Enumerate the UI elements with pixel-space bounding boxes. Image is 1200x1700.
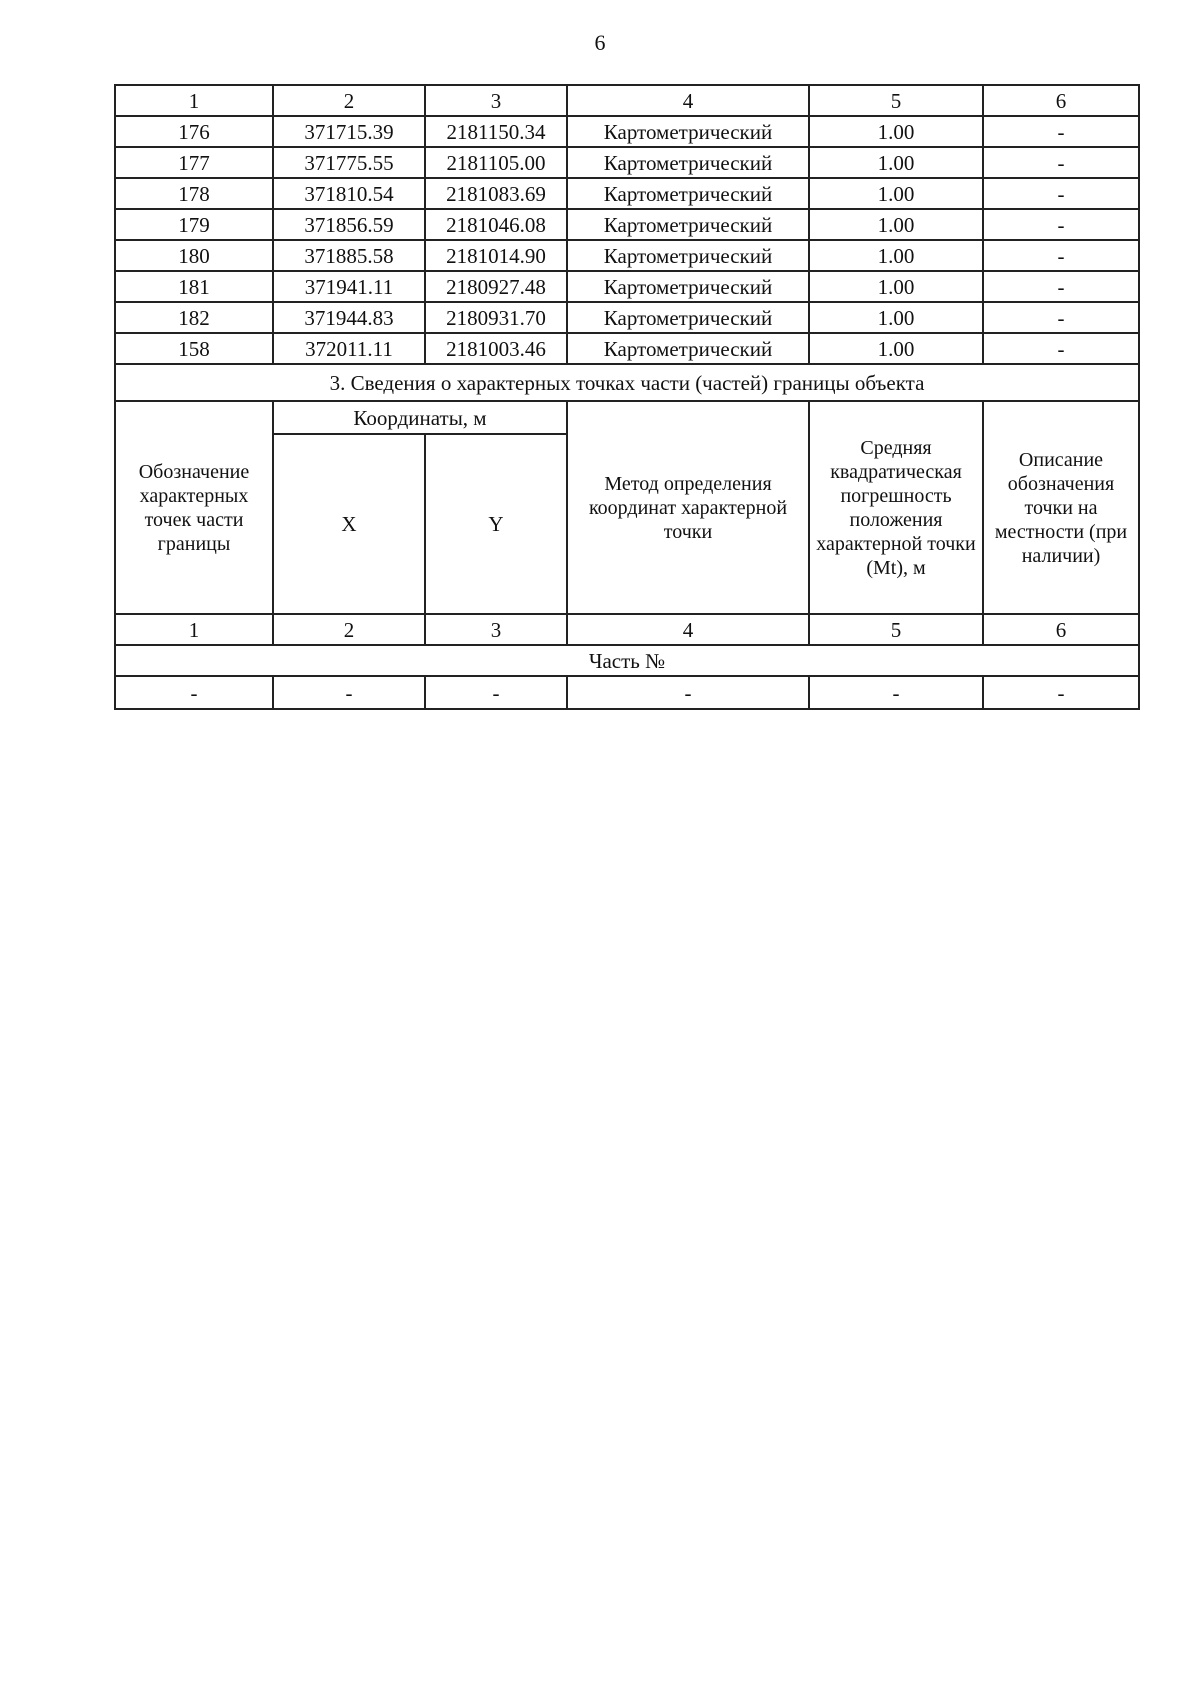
- description: -: [983, 116, 1139, 147]
- mean-error: 1.00: [809, 302, 983, 333]
- column-number: 5: [809, 614, 983, 645]
- section-title: 3. Сведения о характерных точках части (частей) границы объекта: [115, 364, 1139, 401]
- column-number-row: [115, 614, 1139, 645]
- method: Картометрический: [567, 116, 809, 147]
- coord-y: 2181150.34: [425, 116, 567, 147]
- table-row: [115, 240, 1139, 271]
- point-number: 178: [115, 178, 273, 209]
- header-coordinates: Координаты, м: [273, 401, 567, 434]
- point-number: 158: [115, 333, 273, 364]
- column-number: 5: [809, 85, 983, 116]
- table-row: [115, 333, 1139, 364]
- column-number: 2: [273, 85, 425, 116]
- method: Картометрический: [567, 209, 809, 240]
- mean-error: 1.00: [809, 333, 983, 364]
- method: Картометрический: [567, 147, 809, 178]
- column-number: 4: [567, 614, 809, 645]
- mean-error: 1.00: [809, 178, 983, 209]
- method: Картометрический: [567, 178, 809, 209]
- mean-error: 1.00: [809, 116, 983, 147]
- method: Картометрический: [567, 240, 809, 271]
- description: -: [983, 209, 1139, 240]
- column-number: 3: [425, 85, 567, 116]
- coord-y: 2181105.00: [425, 147, 567, 178]
- header-y: Y: [425, 434, 567, 614]
- coord-x: 372011.11: [273, 333, 425, 364]
- description: -: [983, 333, 1139, 364]
- description: -: [983, 271, 1139, 302]
- column-number: 1: [115, 614, 273, 645]
- coord-y: 2181046.08: [425, 209, 567, 240]
- table-row: [115, 676, 1139, 709]
- table-row: [115, 116, 1139, 147]
- mean-error: 1.00: [809, 271, 983, 302]
- header-description: Описание обозначения точки на местности (при наличии): [983, 401, 1139, 614]
- coord-y: 2180927.48: [425, 271, 567, 302]
- point-number: 180: [115, 240, 273, 271]
- empty-cell: -: [983, 676, 1139, 709]
- table-row: [115, 147, 1139, 178]
- coord-x: 371856.59: [273, 209, 425, 240]
- empty-cell: -: [809, 676, 983, 709]
- column-number: 3: [425, 614, 567, 645]
- table-row: [115, 302, 1139, 333]
- empty-cell: -: [115, 676, 273, 709]
- coord-x: 371715.39: [273, 116, 425, 147]
- empty-cell: -: [425, 676, 567, 709]
- page-number: 6: [594, 30, 606, 55]
- column-number: 6: [983, 614, 1139, 645]
- point-number: 181: [115, 271, 273, 302]
- empty-cell: -: [273, 676, 425, 709]
- table-row: [115, 178, 1139, 209]
- point-number: 176: [115, 116, 273, 147]
- header-point-designation: Обозначение характерных точек части границы: [115, 401, 273, 614]
- coord-y: 2181083.69: [425, 178, 567, 209]
- description: -: [983, 240, 1139, 271]
- point-number: 177: [115, 147, 273, 178]
- header-mean-error: Средняя квадратическая погрешность положения характерной точки (Mt), м: [809, 401, 983, 614]
- table-row: [115, 271, 1139, 302]
- coord-x: 371810.54: [273, 178, 425, 209]
- coord-y: 2180931.70: [425, 302, 567, 333]
- coordinates-table: [114, 84, 1140, 710]
- method: Картометрический: [567, 302, 809, 333]
- method: Картометрический: [567, 333, 809, 364]
- column-number-row: [115, 85, 1139, 116]
- header-x: X: [273, 434, 425, 614]
- description: -: [983, 147, 1139, 178]
- description: -: [983, 178, 1139, 209]
- point-number: 182: [115, 302, 273, 333]
- mean-error: 1.00: [809, 147, 983, 178]
- table-row: [115, 209, 1139, 240]
- coord-x: 371885.58: [273, 240, 425, 271]
- column-number: 6: [983, 85, 1139, 116]
- part-title-row: [115, 645, 1139, 676]
- section-title-row: [115, 364, 1139, 401]
- method: Картометрический: [567, 271, 809, 302]
- coord-y: 2181014.90: [425, 240, 567, 271]
- column-number: 4: [567, 85, 809, 116]
- coord-y: 2181003.46: [425, 333, 567, 364]
- part-label: Часть №: [115, 645, 1139, 676]
- empty-cell: -: [567, 676, 809, 709]
- header-method: Метод определения координат характерной точки: [567, 401, 809, 614]
- mean-error: 1.00: [809, 209, 983, 240]
- header-row-1: [115, 401, 1139, 434]
- column-number: 1: [115, 85, 273, 116]
- coord-x: 371944.83: [273, 302, 425, 333]
- coord-x: 371775.55: [273, 147, 425, 178]
- column-number: 2: [273, 614, 425, 645]
- coord-x: 371941.11: [273, 271, 425, 302]
- description: -: [983, 302, 1139, 333]
- point-number: 179: [115, 209, 273, 240]
- mean-error: 1.00: [809, 240, 983, 271]
